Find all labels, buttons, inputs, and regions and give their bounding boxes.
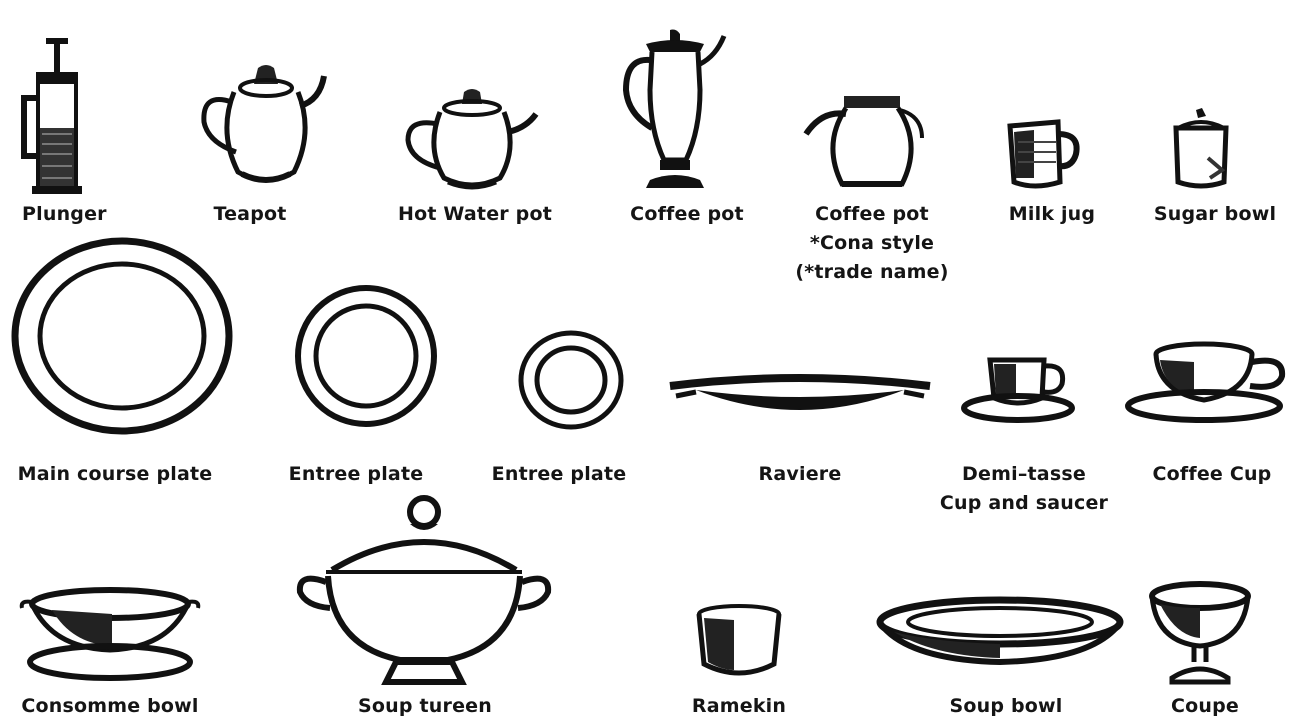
ramekin-icon [694, 604, 784, 682]
item-label: Soup tureen [358, 695, 492, 717]
item-label: Consomme bowl [21, 695, 199, 717]
item-label: Entree plate [288, 463, 424, 485]
coffee-cup-icon [1124, 340, 1290, 426]
coffee-pot-icon [620, 30, 730, 190]
consomme-bowl-icon [22, 586, 198, 682]
item-label: Demi–tasse Cup and saucer [939, 463, 1109, 514]
item-label: Plunger [22, 203, 107, 225]
entree-plate-icon [516, 328, 626, 432]
sugar-bowl-icon [1168, 108, 1234, 192]
item-label: Coffee Cup [1152, 463, 1272, 485]
item-label: Raviere [758, 463, 842, 485]
item-label: Entree plate [491, 463, 627, 485]
item-label: Ramekin [691, 695, 787, 717]
raviere-icon [666, 370, 934, 424]
item-label: Milk jug [1008, 203, 1096, 225]
entree-plate-icon [292, 282, 440, 430]
plunger-icon [22, 38, 92, 198]
item-label: Sugar bowl [1153, 203, 1277, 225]
soup-bowl-icon [874, 596, 1126, 668]
demi-tasse-icon [960, 352, 1086, 426]
item-label: Teapot [213, 203, 287, 225]
item-label: Coffee pot *Cona style (*trade name) [795, 203, 949, 283]
milk-jug-icon [1004, 118, 1082, 192]
item-label: Coffee pot [630, 203, 744, 225]
item-label: Soup bowl [949, 695, 1063, 717]
cona-coffee-pot-icon [802, 94, 932, 192]
item-label: Hot Water pot [397, 203, 553, 225]
soup-tureen-icon [296, 496, 552, 688]
teapot-icon [198, 62, 328, 192]
hot-water-pot-icon [400, 88, 540, 192]
item-label: Main course plate [17, 463, 213, 485]
coupe-icon [1146, 580, 1254, 688]
main-course-plate-icon [8, 236, 236, 436]
item-label: Coupe [1170, 695, 1239, 717]
